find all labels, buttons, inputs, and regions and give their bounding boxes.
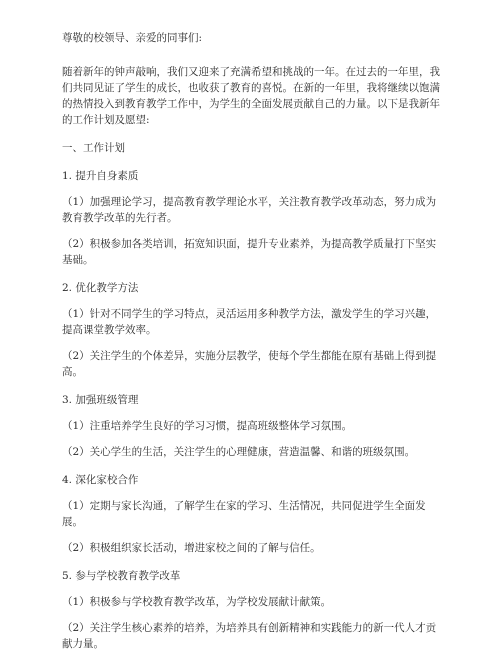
plan-section-4 [62, 472, 444, 556]
plan-section-5 [62, 568, 444, 652]
plan-item: （2）关心学生的生活，关注学生的心理健康，营造温馨、和谐的班级氛围。 [62, 446, 416, 458]
plan-item: （1）注重培养学生良好的学习习惯，提高班级整体学习氛围。 [62, 420, 353, 432]
plan-item: （1）积极参与学校教育教学改革，为学校发展献计献策。 [62, 596, 332, 608]
section-title: 一、工作计划 [62, 142, 125, 154]
plan-item: （2）积极组织家长活动，增进家校之间的了解与信任。 [62, 542, 321, 554]
plan-item: （2）关注学生核心素养的培养，为培养具有创新精神和实践能力的新一代人才贡献力量。 [62, 622, 437, 650]
plan-item: （1）定期与家长沟通，了解学生在家的学习、生活情况，共同促进学生全面发展。 [62, 500, 426, 528]
plan-heading: 5. 参与学校教育教学改革 [62, 570, 181, 582]
plan-item: （1）针对不同学生的学习特点，灵活运用多种教学方法，激发学生的学习兴趣，提高课堂教学效率。 [62, 308, 437, 336]
plan-section-1 [62, 168, 444, 268]
plan-item: （1）加强理论学习，提高教育教学理论水平，关注教育教学改革动态，努力成为教育教学改革的先行者。 [62, 196, 437, 224]
plan-item: （2）积极参加各类培训，拓宽知识面，提升专业素养，为提高教学质量打下坚实基础。 [62, 238, 437, 266]
plan-heading: 4. 深化家校合作 [62, 474, 139, 486]
plan-section-2 [62, 280, 444, 380]
greeting: 尊敬的校领导、亲爱的同事们: [62, 32, 203, 44]
plan-heading: 1. 提升自身素质 [62, 170, 139, 182]
plan-heading: 2. 优化教学方法 [62, 282, 139, 294]
plan-heading: 3. 加强班级管理 [62, 394, 139, 406]
intro-paragraph: 随着新年的钟声敲响，我们又迎来了充满希望和挑战的一年。在过去的一年里，我们共同见证了学生的成长，也收获了教育的喜悦。在新的一年里，我将继续以饱满的热情投入到教育教学工作中，为学生的全面发展贡献自己的力量。以下是我新年的工作计划及愿望: [62, 66, 440, 126]
plan-section-3 [62, 392, 444, 460]
plan-item: （2）关注学生的个体差异，实施分层教学，使每个学生都能在原有基础上得到提高。 [62, 350, 437, 378]
